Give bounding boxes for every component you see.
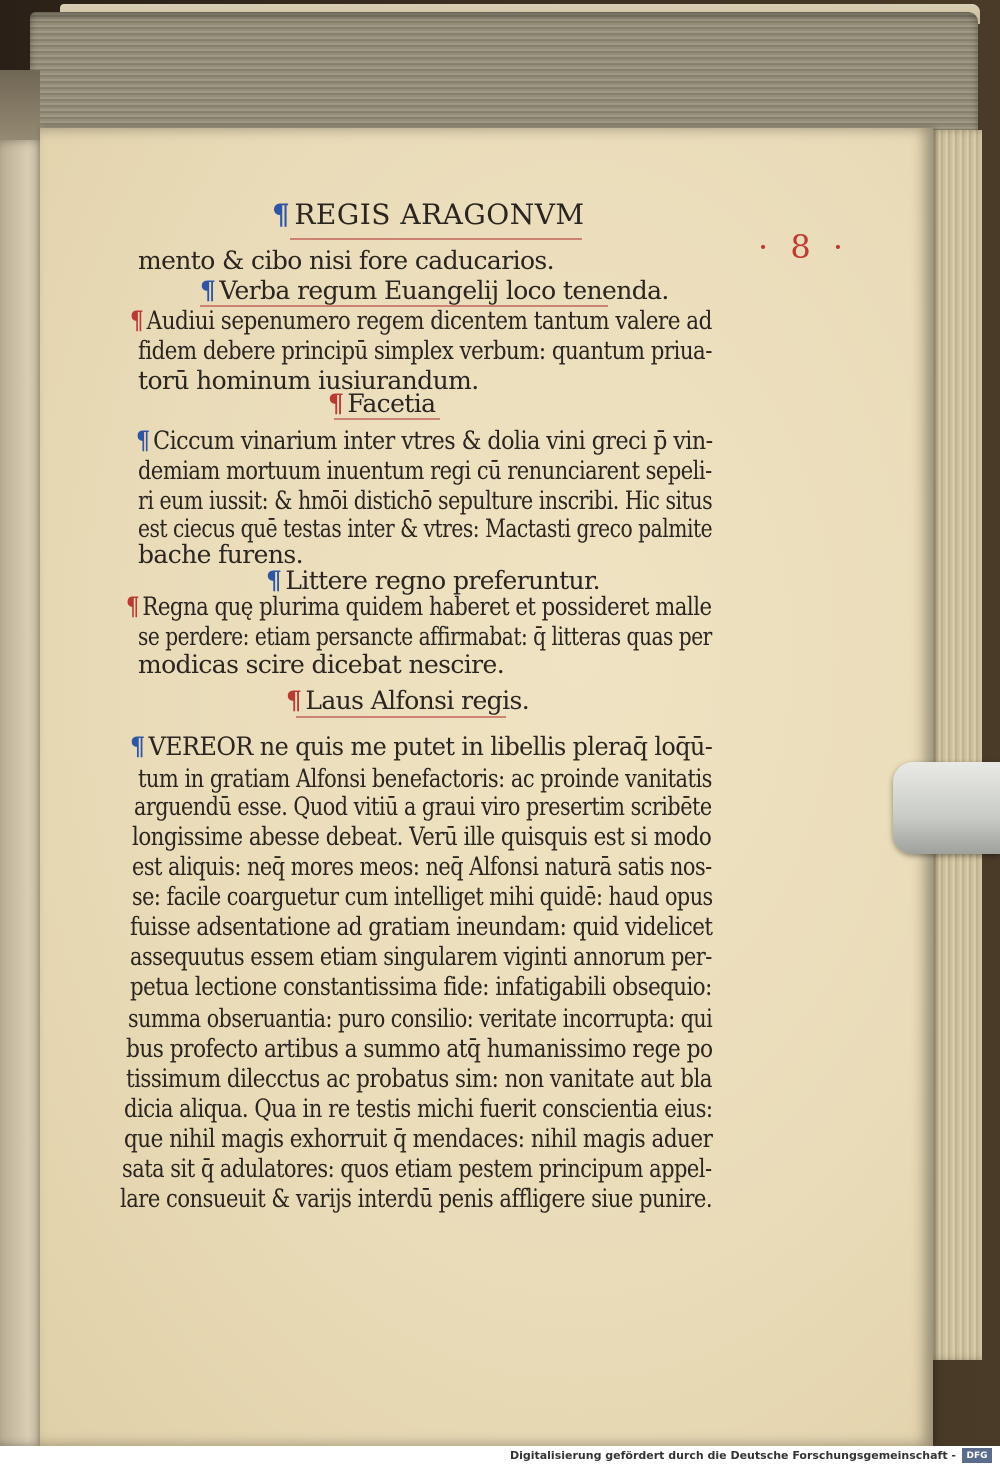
- text-line: lare consueuit & varijs interdū penis affligere siue punire.: [120, 1184, 713, 1213]
- text-line: bus profecto artibus a summo atq̄ humanissimo rege po: [126, 1034, 713, 1063]
- text-line: petua lectione constantissima fide: infatigabili obsequio:: [130, 972, 712, 1001]
- rubric-underline: [334, 418, 440, 420]
- rubric-underline: [296, 716, 506, 718]
- running-head: ¶ REGIS ARAGONVM: [272, 198, 585, 231]
- rubric-heading: ¶ Facetia: [328, 389, 436, 418]
- pilcrow-icon: ¶: [130, 306, 144, 335]
- pilcrow-icon: ¶: [136, 426, 150, 455]
- text-line: longissime abesse debeat. Verū ille quisquis est si modo: [132, 822, 712, 851]
- text-line: summa obseruantia: puro consilio: veritate incorrupta: qui: [128, 1004, 713, 1033]
- rubric-underline: [290, 238, 582, 240]
- text-line: ¶ Ciccum vinarium inter vtres & dolia vini greci p̄ vin-: [136, 426, 713, 455]
- text-line: tum in gratiam Alfonsi benefactoris: ac proinde vanitatis: [138, 764, 712, 793]
- text-line: que nihil magis exhorruit q̄ mendaces: nihil magis aduer: [124, 1124, 713, 1153]
- pilcrow-icon: ¶: [286, 686, 302, 715]
- text-line: se perdere: etiam persancte affirmabat: q̄ litteras quas per: [138, 622, 712, 651]
- text-line: mento & cibo nisi fore caducarios.: [138, 246, 555, 275]
- text-line: fidem debere principū simplex verbum: quantum priua-: [138, 336, 712, 365]
- text-line: dicia aliqua. Qua in re testis michi fuerit conscientia eius:: [124, 1094, 713, 1123]
- text-line: ¶ Audiui sepenumero regem dicentem tantum valere ad: [130, 306, 712, 335]
- text-line: est aliquis: neq̄ mores meos: neq̄ Alfonsi naturā satis nos-: [132, 852, 712, 881]
- text-line: demiam mortuum inuentum regi cū renunciarent sepeli-: [138, 456, 712, 485]
- text-line: bache furens.: [138, 540, 303, 569]
- text-line: arguendū esse. Quod vitiū a graui viro presertim scribēte: [134, 792, 712, 821]
- text-line: sata sit q̄ adulatores: quos etiam pestem principum appel-: [122, 1154, 712, 1183]
- text-line: est ciecus quē testas inter & vtres: Mactasti greco palmite: [138, 514, 713, 543]
- text-line: ¶ Regna quę plurima quidem haberet et possideret malle: [126, 592, 712, 621]
- pilcrow-icon: ¶: [328, 389, 344, 418]
- pilcrow-icon: ¶: [130, 732, 145, 761]
- pilcrow-icon: ¶: [200, 276, 216, 305]
- funding-credit: Digitalisierung gefördert durch die Deutsche Forschungsgemeinschaft -: [509, 1449, 956, 1462]
- folio-number: · 8 ·: [758, 228, 850, 266]
- text-line: se: facile coarguetur cum intelliget mihi quidē: haud opus: [132, 882, 713, 911]
- text-line: assequutus essem etiam singularem viginti annorum per-: [130, 942, 712, 971]
- pilcrow-icon: ¶: [266, 566, 282, 595]
- text-line: fuisse adsentatione ad gratiam ineundam: quid videlicet: [130, 912, 713, 941]
- rubric-heading: ¶ Littere regno preferuntur.: [266, 566, 600, 595]
- text-line: modicas scire dicebat nescire.: [138, 650, 505, 679]
- text-line: ri eum iussit: & hmōi distichō sepulture inscribi. Hic situs: [138, 486, 713, 515]
- text-line: torū hominum iusiurandum.: [138, 366, 479, 395]
- rubric-heading: ¶ Verba regum Euangelij loco tenenda.: [200, 276, 669, 305]
- pilcrow-icon: ¶: [126, 592, 140, 621]
- rubric-heading: ¶ Laus Alfonsi regis.: [286, 686, 530, 715]
- text-line: ¶ VEREOR ne quis me putet in libellis pleraq̄ loq̄ū-: [130, 732, 713, 761]
- pilcrow-icon: ¶: [272, 198, 291, 231]
- text-line: tissimum dilecctus ac probatus sim: non vanitate aut bla: [126, 1064, 713, 1093]
- dfg-logo: DFG: [962, 1448, 992, 1463]
